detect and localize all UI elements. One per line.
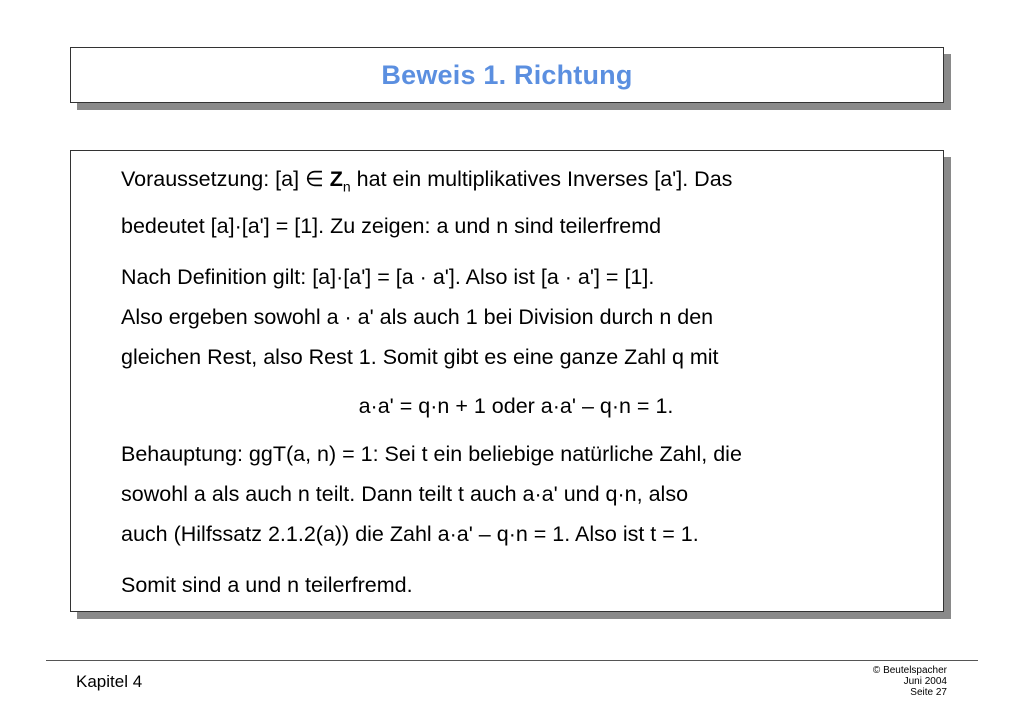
definition-line-2: Also ergeben sowohl a · a' als auch 1 bei Division durch n den: [121, 305, 714, 330]
assumption-text-b: hat ein multiplikatives Inverses [a']. Das: [350, 167, 733, 191]
assumption-line-1: [121, 159, 911, 206]
set-symbol-z: Z: [329, 167, 343, 191]
definition-line-3: gleichen Rest, also Rest 1. Somit gibt es eine ganze Zahl q mit: [121, 345, 719, 370]
footer-date: Juni 2004: [903, 676, 947, 687]
equation: a·a' = q·n + 1 oder a·a' – q·n = 1.: [358, 394, 674, 419]
slide-content: [121, 159, 911, 616]
paragraph-conclusion: Somit sind a und n teilerfremd.: [121, 573, 413, 598]
title-box: [70, 47, 944, 103]
claim-line-2: sowohl a als auch n teilt. Dann teilt t auch a·a' und q·n, also: [121, 482, 689, 507]
claim-line-3: auch (Hilfssatz 2.1.2(a)) die Zahl a·a' – q·n = 1. Also ist t = 1.: [121, 522, 699, 547]
footer-copyright: © Beutelspacher: [872, 665, 947, 676]
set-subscript-n: n: [342, 178, 351, 195]
assumption-text-a: Voraussetzung: [a] ∈: [121, 167, 330, 191]
paragraph-claim: [121, 434, 911, 554]
footer-divider: [46, 660, 978, 661]
paragraph-assumption: [121, 159, 911, 246]
footer-chapter: Kapitel 4: [76, 672, 143, 691]
assumption-line-2: bedeutet [a]·[a'] = [1]. Zu zeigen: a und n sind teilerfremd: [121, 214, 662, 239]
footer-page-number: Seite 27: [910, 687, 947, 698]
content-box: [70, 150, 944, 612]
claim-line-1: Behauptung: ggT(a, n) = 1: Sei t ein beliebige natürliche Zahl, die: [121, 442, 742, 467]
definition-line-1: Nach Definition gilt: [a]·[a'] = [a · a']. Also ist [a · a'] = [1].: [121, 265, 655, 290]
footer-info: [873, 665, 947, 698]
paragraph-definition: [121, 257, 911, 377]
slide-title: Beweis 1. Richtung: [381, 59, 633, 90]
